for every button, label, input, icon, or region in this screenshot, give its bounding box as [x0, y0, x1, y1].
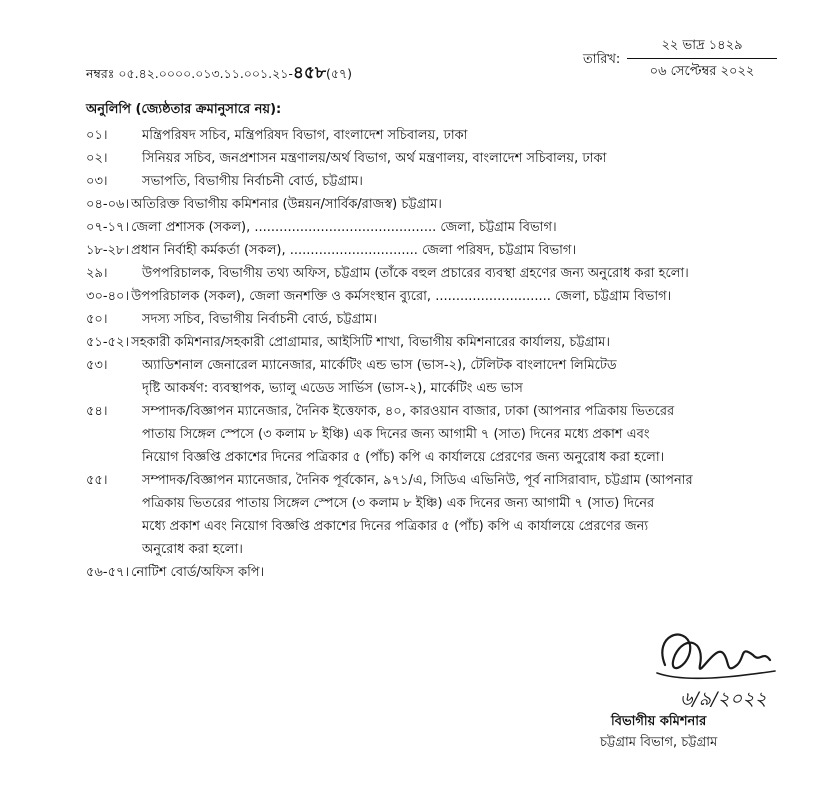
- memo-label: নম্বরঃ: [86, 66, 115, 81]
- item-number: ২৯।: [86, 266, 108, 281]
- item-line: সভাপতি, বিভাগীয় নির্বাচনী বোর্ড, চট্টগ্রাম।: [142, 174, 363, 189]
- list-item: [86, 400, 806, 469]
- list-item: [86, 216, 806, 239]
- item-line: পত্রিকায় ভিতরের পাতায় সিঙ্গেল স্পেসে (৩ কলাম ৮ ইঞ্চি) এক দিনের জন্য আগামী ৭ (সাত) দিনের: [142, 496, 655, 511]
- memo-number: [86, 60, 352, 88]
- item-number: ৫০।: [86, 312, 108, 327]
- item-line: সদস্য সচিব, বিভাগীয় নির্বাচনী বোর্ড, চট্টগ্রাম।: [142, 312, 377, 327]
- list-item: [86, 308, 806, 331]
- item-text: [142, 147, 806, 170]
- item-text: [142, 400, 806, 469]
- list-item: [86, 147, 806, 170]
- item-text: [131, 193, 806, 216]
- item-line: জেলা প্রশাসক (সকল), ............................................ জেলা, চট্টগ্রাম বিভাগ।: [131, 220, 557, 235]
- memo-handwritten-number: ৪৫৮: [292, 63, 326, 83]
- item-number: ১৮-২৮।: [86, 243, 130, 258]
- item-text: [131, 561, 806, 584]
- item-text: [142, 308, 806, 331]
- item-number: ০৪-০৬।: [86, 197, 130, 212]
- item-line: অ্যাডিশনাল জেনারেল ম্যানেজার, মার্কেটিং এন্ড ভাস (ভাস-২), টেলিটক বাংলাদেশ লিমিটেড: [142, 358, 617, 373]
- item-number: ০১।: [86, 128, 108, 143]
- list-item: [86, 285, 806, 308]
- item-line: সহকারী কমিশনার/সহকারী প্রোগ্রামার, আইসিটি শাখা, বিভাগীয় কমিশনারের কার্যালয়, চট্টগ্রাম।: [131, 335, 610, 350]
- item-text: [131, 216, 806, 239]
- item-number: ৫১-৫২।: [86, 335, 130, 350]
- list-item: [86, 170, 806, 193]
- item-line: নিয়োগ বিজ্ঞপ্তি প্রকাশের দিনের পত্রিকার ৫ (পাঁচ) কপি এ কার্যালয়ে প্রেরণের জন্য অনুরোধ করা হলো।: [142, 450, 665, 465]
- memo-number-text: ০৫.৪২.০০০০.০১৩.১১.০০১.২১-: [118, 66, 293, 81]
- item-text: [142, 170, 806, 193]
- item-line: প্রধান নির্বাহী কর্মকর্তা (সকল), ............................... জেলা পরিষদ, চট্টগ্রাম বিভাগ।: [131, 243, 577, 258]
- item-number: ০২।: [86, 151, 108, 166]
- signature-image: [645, 625, 815, 715]
- list-item: [86, 354, 806, 400]
- item-text: [131, 285, 806, 308]
- date-english: ০৬ সেপ্টেম্বর ২০২২: [649, 64, 755, 79]
- item-line: অনুরোধ করা হলো।: [142, 542, 243, 557]
- item-line: উপপরিচালক, বিভাগীয় তথ্য অফিস, চট্টগ্রাম (তাঁকে বহুল প্রচারের ব্যবস্থা গ্রহণের জন্য অনুরোধ করা হলো।: [142, 266, 689, 281]
- list-item: [86, 239, 806, 262]
- list-item: [86, 331, 806, 354]
- item-line: মধ্যে প্রকাশ এবং নিয়োগ বিজ্ঞপ্তি প্রকাশের দিনের পত্রিকার ৫ (পাঁচ) কপি এ কার্যালয়ে প্রেরণের জন্য: [142, 519, 649, 534]
- item-number: ৩০-৪০।: [86, 289, 130, 304]
- date-label: তারিখ:: [583, 52, 621, 67]
- item-line: দৃষ্টি আকর্ষণ: ব্যবস্থাপক, ভ্যালু এডেড সার্ভিস (ভাস-২), মার্কেটিং এন্ড ভাস: [142, 381, 523, 396]
- item-line: সম্পাদক/বিজ্ঞাপন ম্যানেজার, দৈনিক ইত্তেফাক, ৪০, কারওয়ান বাজার, ঢাকা (আপনার পত্রিকায় ভিতরের: [142, 404, 675, 419]
- item-text: [142, 354, 806, 400]
- item-line: পাতায় সিঙ্গেল স্পেসে (৩ কলাম ৮ ইঞ্চি) এক দিনের জন্য আগামী ৭ (সাত) দিনের মধ্যে প্রকাশ এবং: [142, 427, 650, 442]
- item-text: [142, 124, 806, 147]
- list-item: [86, 193, 806, 216]
- item-number: ৫৫।: [86, 473, 108, 488]
- list-item: [86, 124, 806, 147]
- item-number: ৫৩।: [86, 358, 108, 373]
- item-line: উপপরিচালক (সকল), জেলা জনশক্তি ও কর্মসংস্থান ব্যুরো, ............................ জেলা, চট্টগ্রাম বিভাগ।: [131, 289, 672, 304]
- item-number: ৫৬-৫৭।: [86, 565, 130, 580]
- memo-suffix: (৫৭): [325, 66, 352, 81]
- item-text: [142, 469, 806, 561]
- signature-date: ৬/৯/২০২২: [680, 688, 767, 710]
- copy-list: [86, 124, 806, 584]
- list-item: [86, 469, 806, 561]
- signatory-title: বিভাগীয় কমিশনার: [610, 714, 707, 729]
- item-text: [142, 262, 806, 285]
- date-bangla: ২২ ভাদ্র ১৪২৯: [661, 38, 743, 53]
- signatory-office: চট্টগ্রাম বিভাগ, চট্টগ্রাম: [600, 735, 718, 750]
- list-item: [86, 561, 806, 584]
- item-number: ০৭-১৭।: [86, 220, 130, 235]
- item-number: ৫৪।: [86, 404, 108, 419]
- item-number: ০৩।: [86, 174, 108, 189]
- item-line: মন্ত্রিপরিষদ সচিব, মন্ত্রিপরিষদ বিভাগ, বাংলাদেশ সচিবালয়, ঢাকা: [142, 128, 468, 143]
- item-line: সিনিয়র সচিব, জনপ্রশাসন মন্ত্রণালয়/অর্থ বিভাগ, অর্থ মন্ত্রণালয়, বাংলাদেশ সচিবালয়, ঢাকা: [142, 151, 607, 166]
- signature-block: [600, 712, 717, 754]
- copy-heading: অনুলিপি (জ্যেষ্ঠতার ক্রমানুসারে নয়):: [86, 102, 282, 117]
- list-item: [86, 262, 806, 285]
- item-text: [131, 331, 806, 354]
- item-line: সম্পাদক/বিজ্ঞাপন ম্যানেজার, দৈনিক পূর্বকোন, ৯৭১/এ, সিডিএ এভিনিউ, পূর্ব নাসিরাবাদ, চট্টগ্রাম (আপনার: [142, 473, 693, 488]
- item-line: অতিরিক্ত বিভাগীয় কমিশনার (উন্নয়ন/সার্বিক/রাজস্ব) চট্টগ্রাম।: [131, 197, 442, 212]
- item-line: নোটিশ বোর্ড/অফিস কপি।: [131, 565, 265, 580]
- date-divider: [627, 58, 777, 59]
- item-text: [131, 239, 806, 262]
